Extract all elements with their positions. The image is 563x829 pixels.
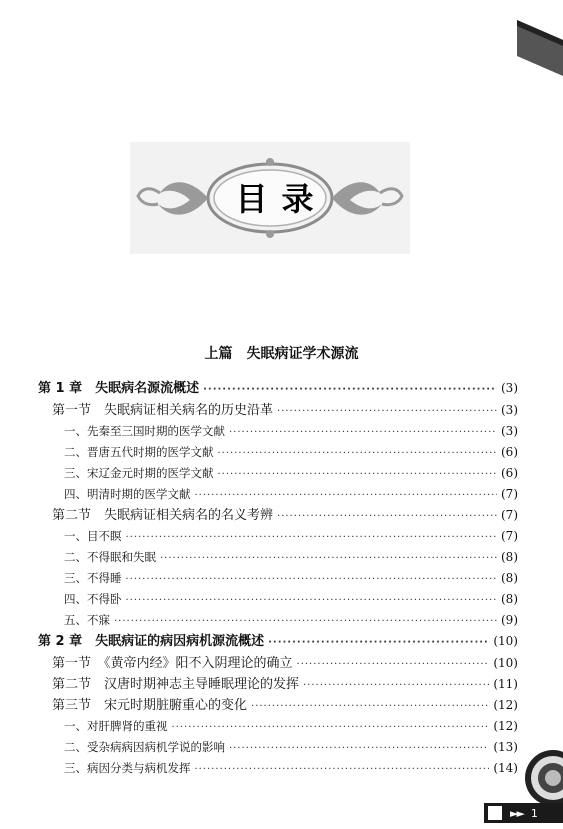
nav-square-icon	[488, 806, 502, 820]
toc-label: 二、受杂病病因病机学说的影响	[64, 740, 225, 754]
toc-leader-dots	[303, 675, 489, 695]
toc-page-number: (3)	[501, 403, 518, 417]
toc-page-number: (3)	[501, 381, 518, 395]
toc-subsection[interactable]	[38, 758, 518, 779]
toc-leader-dots	[114, 611, 497, 631]
toc-subsection[interactable]	[38, 526, 518, 547]
toc-subsection[interactable]	[38, 568, 518, 589]
toc-page-number: (10)	[493, 634, 518, 648]
toc-leader-dots	[126, 590, 498, 610]
toc-subsection[interactable]	[38, 610, 518, 631]
toc-section[interactable]	[38, 505, 518, 526]
corner-decoration	[517, 20, 563, 76]
toc-label: 二、晋唐五代时期的医学文献	[64, 445, 214, 459]
toc-page-number: (8)	[501, 571, 518, 585]
toc-label: 第一节 《黄帝内经》阳不入阴理论的确立	[52, 656, 293, 671]
toc-label: 第 2 章 失眠病证的病因病机源流概述	[38, 634, 265, 649]
toc-leader-dots	[297, 654, 490, 674]
part-title: 上篇 失眠病证学术源流	[204, 346, 359, 362]
toc-label: 四、不得卧	[64, 592, 122, 606]
toc-leader-dots	[268, 632, 489, 653]
page-title: 目录	[235, 180, 328, 218]
toc-label: 三、病因分类与病机发挥	[64, 761, 191, 775]
toc-section[interactable]	[38, 695, 518, 716]
toc-page-number: (8)	[501, 550, 518, 564]
toc-label: 三、宋辽金元时期的医学文献	[64, 466, 214, 480]
toc-leader-dots	[172, 717, 490, 737]
toc-page-number: (7)	[501, 529, 518, 543]
toc-leader-dots	[251, 696, 489, 716]
toc-subsection[interactable]	[38, 547, 518, 568]
toc-subsection[interactable]	[38, 589, 518, 610]
toc-page-number: (11)	[493, 677, 518, 691]
toc-leader-dots	[126, 569, 498, 589]
toc-page-number: (7)	[501, 487, 518, 501]
page-nav-bar	[484, 803, 563, 823]
toc-page-number: (6)	[501, 445, 518, 459]
toc-subsection[interactable]	[38, 421, 518, 442]
toc-leader-dots	[277, 506, 497, 526]
toc-page-number: (7)	[501, 508, 518, 522]
toc-leader-dots	[160, 548, 497, 568]
toc-label: 四、明清时期的医学文献	[64, 487, 191, 501]
toc-section[interactable]	[38, 674, 518, 695]
toc-subsection[interactable]	[38, 737, 518, 758]
toc-subsection[interactable]	[38, 463, 518, 484]
toc-page-number: (12)	[493, 719, 518, 733]
next-arrows-icon[interactable]: ►►	[510, 806, 523, 820]
toc-page-number: (8)	[501, 592, 518, 606]
toc-leader-dots	[218, 464, 498, 484]
toc-leader-dots	[203, 379, 497, 400]
toc-subsection[interactable]	[38, 484, 518, 505]
toc-label: 第二节 失眠病证相关病名的名义考辨	[52, 508, 274, 523]
toc-label: 第三节 宋元时期脏腑重心的变化	[52, 698, 248, 713]
toc-label: 三、不得睡	[64, 571, 122, 585]
toc-page-number: (10)	[493, 656, 518, 670]
toc-label: 一、对肝脾肾的重视	[64, 719, 168, 733]
toc-leader-dots	[229, 422, 497, 442]
toc-label: 一、先秦至三国时期的医学文献	[64, 424, 225, 438]
toc-page-number: (14)	[493, 761, 518, 775]
toc-leader-dots	[277, 401, 497, 421]
table-of-contents	[38, 378, 518, 779]
toc-leader-dots	[229, 738, 489, 758]
toc-leader-dots	[218, 443, 498, 463]
toc-chapter[interactable]	[38, 378, 518, 400]
toc-leader-dots	[195, 759, 490, 779]
toc-page-number: (13)	[493, 740, 518, 754]
toc-label: 第 1 章 失眠病名源流概述	[38, 381, 200, 396]
toc-subsection[interactable]	[38, 442, 518, 463]
toc-label: 二、不得眠和失眠	[64, 550, 156, 564]
toc-subsection[interactable]	[38, 716, 518, 737]
toc-section[interactable]	[38, 653, 518, 674]
page-number: 1	[530, 806, 538, 820]
toc-leader-dots	[126, 527, 498, 547]
toc-page-number: (12)	[493, 698, 518, 712]
seal-emblem	[523, 748, 563, 808]
toc-chapter[interactable]	[38, 631, 518, 653]
toc-page-number: (9)	[501, 613, 518, 627]
toc-label: 第二节 汉唐时期神志主导睡眠理论的发挥	[52, 677, 300, 692]
toc-label: 一、目不瞑	[64, 529, 122, 543]
toc-page-number: (6)	[501, 466, 518, 480]
toc-leader-dots	[195, 485, 498, 505]
toc-page-number: (3)	[501, 424, 518, 438]
toc-section[interactable]	[38, 400, 518, 421]
toc-label: 五、不寐	[64, 613, 110, 627]
toc-label: 第一节 失眠病证相关病名的历史沿革	[52, 403, 274, 418]
